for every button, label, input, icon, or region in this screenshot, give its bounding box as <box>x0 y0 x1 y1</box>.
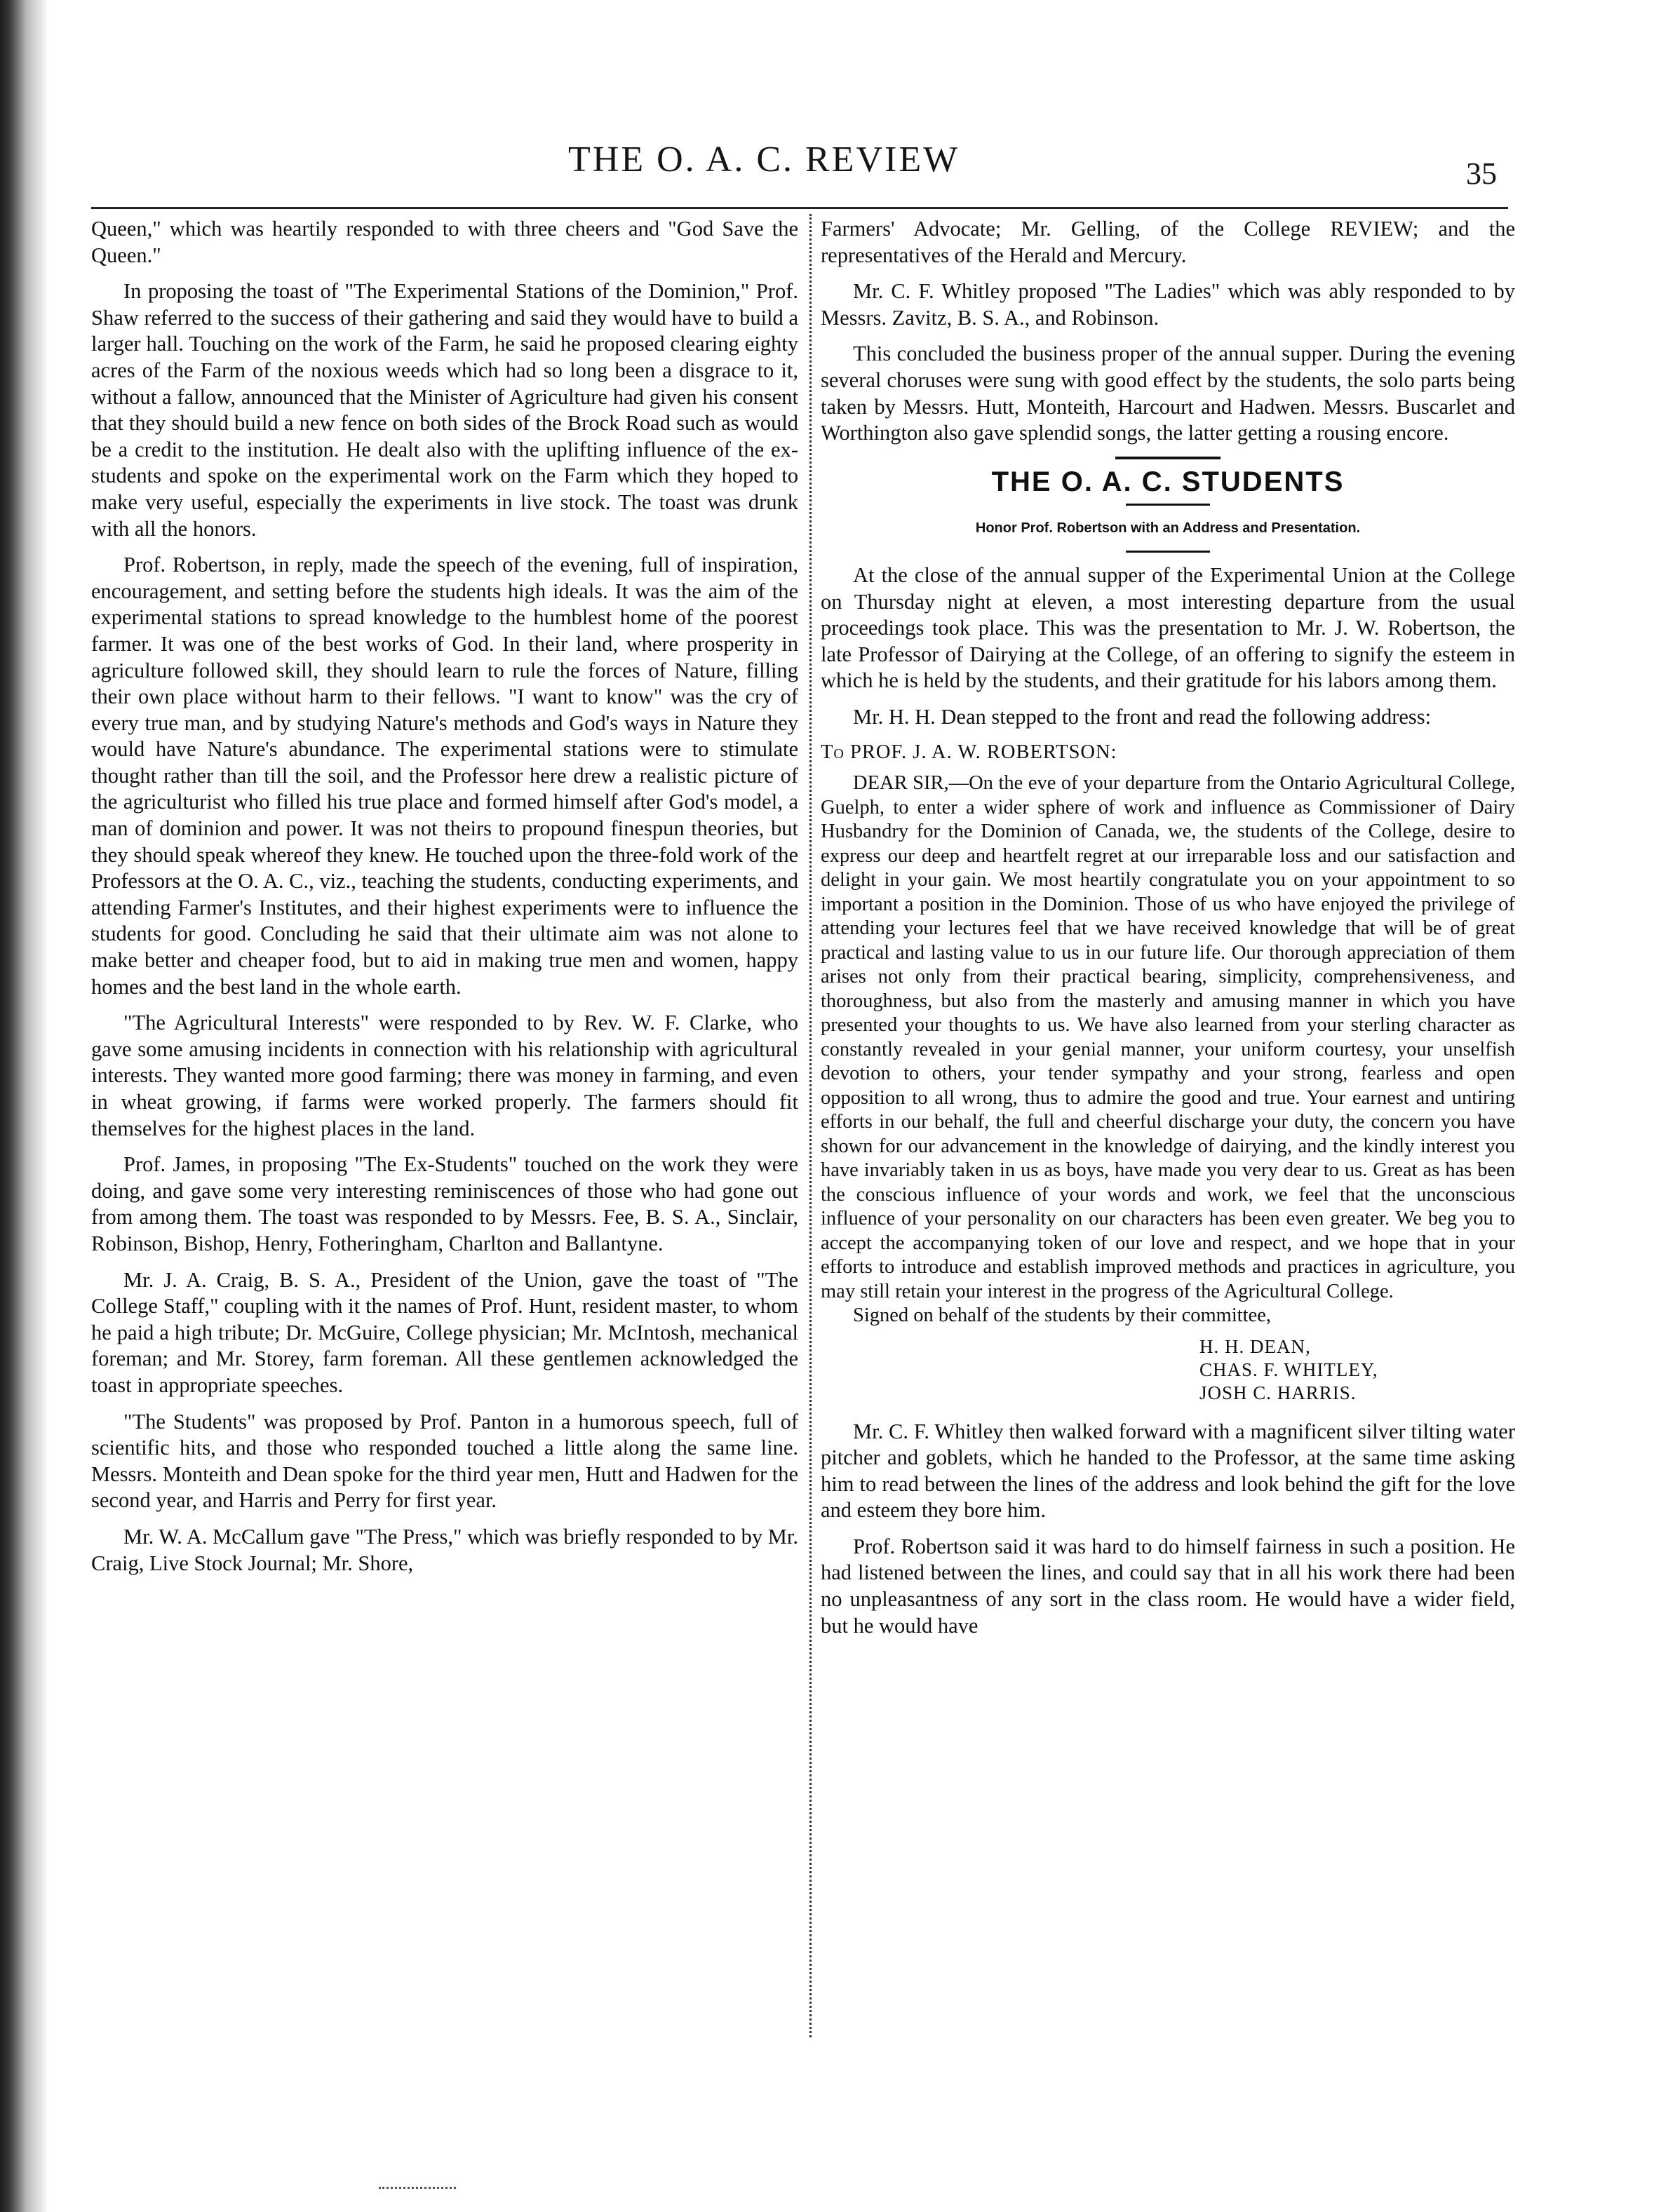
paragraph: In proposing the toast of "The Experimental Stations of the Dominion," Prof. Shaw referred to the success of their gathering and said they would have to build a larger hall. Touching on the work of the Farm, he said he proposed clearing eighty acres of the Farm of the noxious weeds which had so long been a disgrace to it, without a fallow, announced that the Minister of Agriculture had given his consent that they should build a new fence on both sides of the Brock Road such as would be a credit to the institution. He dealt also with the uplifting influence of the ex-students and spoke on the experimental work on the Farm which they hoped to make very useful, especially the experiments in live stock. The toast was drunk with all the honors. <box>91 279 798 541</box>
masthead: THE O. A. C. REVIEW <box>568 140 960 180</box>
signatories <box>1199 1335 1515 1405</box>
section-rule <box>1126 504 1210 506</box>
column-divider <box>809 214 812 2037</box>
section-rule <box>1126 551 1210 553</box>
paragraph: "The Agricultural Interests" were responded to by Rev. W. F. Clarke, who gave some amusing incidents in connection with his relationship with agricultural interests. They wanted more good farming; there was money in farming, and even in wheat growing, if farms were worked properly. The farmers should fit themselves for the highest places in the land. <box>91 1011 798 1140</box>
paragraph: Prof. Robertson said it was hard to do himself fairness in such a position. He had listened between the lines, and could say that in all his work there had been no unpleasantness of any sort in the class room. He would have a wider field, but he would have <box>821 1534 1515 1638</box>
page-number: 35 <box>1466 156 1497 191</box>
paragraph: At the close of the annual supper of the Experimental Union at the College on Thursday night at eleven, a most interesting departure from the usual proceedings took place. This was the presentation to Mr. J. W. Robertson, the late Professor of Dairying at the College, of an offering to signify the esteem in which he is held by the students, and their gratitude for his labors among them. <box>821 562 1515 693</box>
address-salutation: To PROF. J. A. W. ROBERTSON: <box>821 741 1117 763</box>
address-signed-line: Signed on behalf of the students by their committee, <box>853 1304 1271 1326</box>
right-column <box>821 216 1515 1649</box>
section-title: THE O. A. C. STUDENTS <box>991 466 1345 497</box>
section-rule <box>1115 457 1221 459</box>
address-body: DEAR SIR,—On the eve of your departure from the Ontario Agricultural College, Guelph, to enter a wider sphere of work and influence as Commissioner of Dairy Husbandry for the Dominion of Canada, we, the students of the College, desire to express our deep and heartfelt regret at our irreparable loss and our satisfaction and delight in your gain. We most heartily congratulate you on your appointment to so important a position in the Dominion. Those of us who have enjoyed the privilege of attending your lectures feel that we have received knowledge that will be of great practical and lasting value to us in our future life. Our thorough appreciation of them arises not only from their practical bearing, simplicity, comprehensiveness, and thoroughness, but also from the masterly and amusing manner in which you have presented your thoughts to us. We have also learned from your sterling character as constantly revealed in your genial manner, your uniform courtesy, your unselfish devotion to others, your tender sympathy and your strong, fearless and open opposition to all wrong, thus to admire the good and true. Your earnest and untiring efforts in our behalf, the full and cheerful discharge your duty, the concern you have shown for our advancement in the knowledge of dairying, and the kindly interest you have invariably taken in us as boys, have made you very dear to us. Great as has been the conscious influence of your words and work, we feel that the unconscious influence of your personality on our characters has been even greater. We beg you to accept the accompanying token of our love and respect, and we hope that in your efforts to introduce and establish improved methods and practices in agriculture, you may still retain your interest in the progress of the Agricultural College. <box>821 772 1515 1302</box>
address-letter <box>821 741 1515 1328</box>
header-rule <box>91 207 1508 209</box>
paragraph: This concluded the business proper of the annual supper. During the evening several choruses were sung with good effect by the students, the solo parts being taken by Messrs. Hutt, Monteith, Harcourt and Hadwen. Messrs. Buscarlet and Worthington also gave splendid songs, the latter getting a rousing encore. <box>821 342 1515 445</box>
paragraph: Mr. W. A. McCallum gave "The Press," which was briefly responded to by Mr. Craig, Live Stock Journal; Mr. Shore, <box>91 1524 798 1575</box>
paragraph: Mr. C. F. Whitley then walked forward with a magnificent silver tilting water pitcher and goblets, which he handed to the Professor, at the same time asking him to read between the lines of the address and look behind the gift for the love and esteem they bore him. <box>821 1419 1515 1523</box>
paragraph: Prof. James, in proposing "The Ex-Students" touched on the work they were doing, and gave some very interesting reminiscences of those who had gone out from among them. The toast was responded to by Messrs. Fee, B. S. A., Sinclair, Robinson, Bishop, Henry, Fotheringham, Charlton and Ballantyne. <box>91 1152 798 1255</box>
signatory: CHAS. F. WHITLEY, <box>1199 1358 1378 1380</box>
paragraph: Prof. Robertson, in reply, made the speech of the evening, full of inspiration, encouragement, and setting before the students high ideals. It was the aim of the experimental stations to spread knowledge to the humblest home of the poorest farmer. It was one of the best works of God. In their land, where prosperity in agriculture followed skill, they should learn to rule the forces of Nature, filling their own place without harm to their fellows. "I want to know" was the cry of every true man, and by studying Nature's methods and God's ways in Nature they would have Nature's abundance. The experimental stations were to stimulate thought rather than till the soil, and the Professor here drew a realistic picture of the agriculturist who filled his true place and formed himself after God's model, a man of dominion and power. It was not theirs to propound finespun theories, but they should speak whereof they knew. He touched upon the three-fold work of the Professors at the O. A. C., viz., teaching the students, conducting experiments, and attending Farmer's Institutes, and their highest experiments were to influence the students for good. Concluding he said that their ultimate aim was not alone to make better and cheaper food, but to aid in making true men and women, happy homes and the best land in the whole earth. <box>91 553 798 999</box>
paragraph: Mr. J. A. Craig, B. S. A., President of the Union, gave the toast of "The College Staff," coupling with it the names of Prof. Hunt, resident master, to whom he paid a high tribute; Dr. McGuire, College physician; Mr. McIntosh, mechanical foreman; and Mr. Storey, farm foreman. All these gentlemen acknowledged the toast in appropriate speeches. <box>91 1267 798 1397</box>
signatory: H. H. DEAN, <box>1199 1335 1311 1357</box>
signatory: JOSH C. HARRIS. <box>1199 1382 1357 1403</box>
paragraph: Mr. H. H. Dean stepped to the front and read the following address: <box>853 704 1432 729</box>
left-column <box>91 216 798 1586</box>
page-edge-shadow <box>0 0 49 2212</box>
paragraph: Mr. C. F. Whitley proposed "The Ladies" which was ably responded to by Messrs. Zavitz, B. S. A., and Robinson. <box>821 279 1515 330</box>
paragraph: "The Students" was proposed by Prof. Panton in a humorous speech, full of scientific hits, and those who responded touched a little along the same line. Messrs. Monteith and Dean spoke for the third year men, Hutt and Hadwen for the second year, and Harris and Perry for first year. <box>91 1409 798 1513</box>
paragraph: Queen," which was heartily responded to with three cheers and "God Save the Queen." <box>91 217 798 267</box>
footer-mark <box>379 2187 456 2190</box>
section-subtitle: Honor Prof. Robertson with an Address and Presentation. <box>975 520 1361 537</box>
paragraph: Farmers' Advocate; Mr. Gelling, of the College REVIEW; and the representatives of the Herald and Mercury. <box>821 217 1515 267</box>
